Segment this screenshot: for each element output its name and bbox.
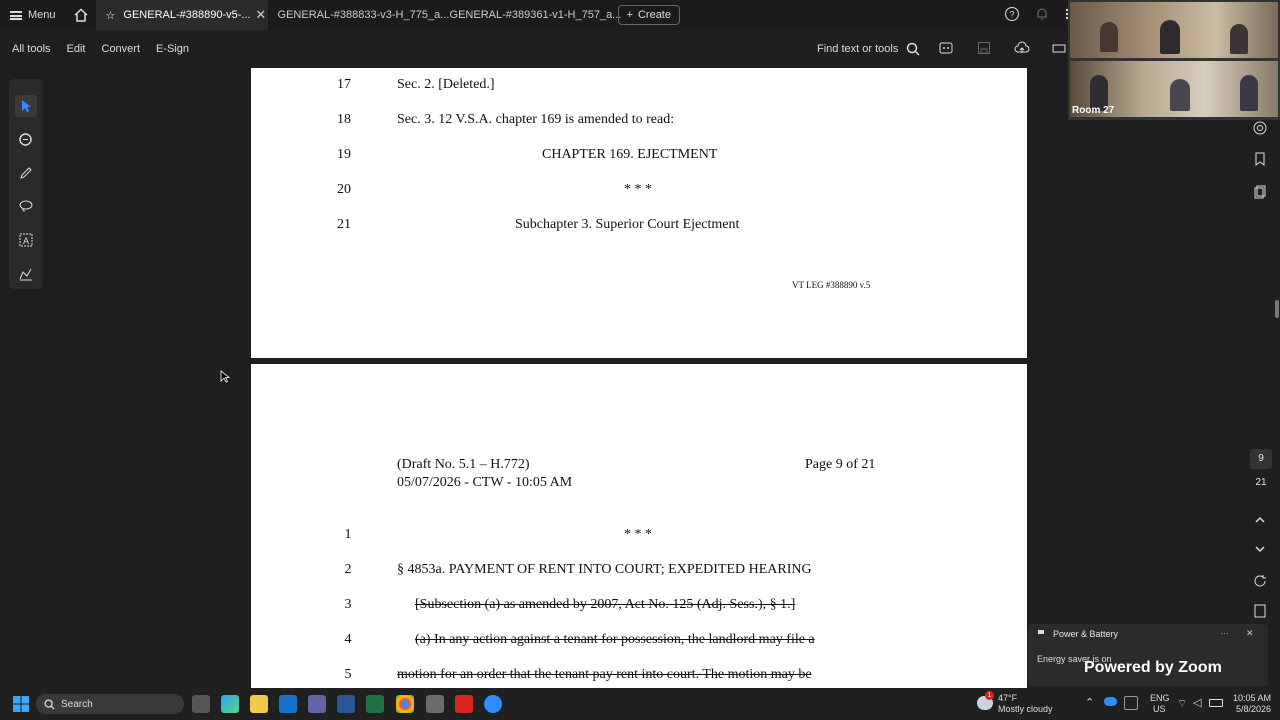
line-number: 21 (337, 217, 351, 232)
mouse-cursor-icon (220, 370, 230, 384)
pen-icon (18, 165, 34, 181)
menu-button[interactable] (0, 0, 66, 30)
toolbar-icons (938, 40, 1066, 56)
convert-button[interactable]: Convert (101, 43, 141, 55)
weather-temp: 47°F (998, 693, 1018, 703)
bell-icon[interactable] (1034, 6, 1050, 22)
notification-title: Power & Battery (1053, 629, 1119, 639)
struck-text: (a) In any action against a tenant for possession, the landlord may file a (415, 632, 815, 647)
svg-text:?: ? (1009, 9, 1015, 20)
lasso-tool-button[interactable] (15, 195, 37, 217)
struck-text: [Subsection (a) as amended by 2007, Act No. 125 (Adj. Sess.), § 1.] (415, 597, 796, 612)
comment-icon (18, 132, 34, 148)
print-icon[interactable] (1052, 40, 1066, 56)
task-view-icon[interactable] (192, 695, 210, 713)
document-page (251, 68, 1027, 358)
sign-tool-button[interactable] (15, 263, 37, 285)
all-tools-button[interactable]: All tools (12, 43, 51, 55)
ai-assistant-icon[interactable] (938, 40, 954, 56)
acrobat-icon[interactable] (455, 695, 473, 713)
find-label: Find text or tools (817, 43, 899, 55)
outlook-icon[interactable] (279, 695, 297, 713)
tab-label: GENERAL-#388890-v5-... (123, 9, 251, 21)
create-label: Create (637, 9, 671, 21)
plus-icon: + (626, 9, 633, 21)
edit-button[interactable]: Edit (66, 43, 86, 55)
line-number: 1 (344, 527, 352, 542)
line-number: 2 (344, 562, 352, 577)
pages-icon[interactable] (1252, 184, 1268, 200)
tray-app-icon[interactable] (1124, 696, 1138, 710)
battery-icon[interactable] (1209, 699, 1223, 707)
onedrive-icon[interactable] (1104, 697, 1117, 706)
document-line: Sec. 3. 12 V.S.A. chapter 169 is amended to read: (397, 112, 675, 127)
tab-document-3[interactable] (440, 0, 622, 30)
right-rail (1240, 68, 1280, 688)
line-number: 3 (344, 597, 352, 612)
find-tools[interactable] (817, 42, 920, 56)
star-icon[interactable]: ☆ (105, 9, 116, 22)
tab-label: GENERAL-#388833-v3-H_775_a... (277, 9, 450, 21)
search-icon[interactable] (906, 42, 920, 56)
line-number: 5 (344, 667, 352, 682)
draft-date: 05/07/2026 - CTW - 10:05 AM (397, 475, 573, 490)
windows-start-icon[interactable] (13, 696, 29, 712)
section-separator: * * * (624, 182, 652, 197)
subchapter-heading: Subchapter 3. Superior Court Ejectment (515, 217, 740, 232)
create-button[interactable] (618, 5, 680, 25)
home-icon[interactable] (66, 0, 96, 30)
search-icon (44, 699, 55, 710)
clock-date: 5/8/2026 (1236, 704, 1272, 714)
chevron-up-icon[interactable] (1252, 512, 1268, 528)
close-icon[interactable]: ✕ (1246, 628, 1254, 638)
line-number: 18 (337, 112, 351, 127)
video-feed[interactable] (1070, 61, 1278, 117)
excel-icon[interactable] (366, 695, 384, 713)
current-page-input[interactable]: 9 (1250, 449, 1272, 469)
tab-document-1[interactable] (96, 0, 268, 30)
more-options-icon[interactable]: ··· (1220, 628, 1229, 638)
tool-rail (9, 79, 43, 289)
video-gallery (1068, 0, 1280, 120)
file-explorer-icon[interactable] (250, 695, 268, 713)
close-tab-icon[interactable]: ✕ (255, 7, 267, 22)
language-code[interactable]: ENG (1150, 693, 1170, 703)
top-right-icons (1004, 6, 1070, 22)
copilot-icon[interactable] (221, 695, 239, 713)
volume-icon[interactable]: ◁ (1193, 697, 1202, 709)
search-label: Search (61, 698, 93, 710)
teams-icon[interactable] (308, 695, 326, 713)
battery-icon (1038, 630, 1044, 634)
zoom-icon[interactable] (484, 695, 502, 713)
line-number: 19 (337, 147, 351, 162)
clock-time[interactable]: 10:05 AM (1233, 693, 1272, 703)
total-pages: 21 (1255, 477, 1267, 488)
taskbar (0, 688, 1280, 720)
tab-label: GENERAL-#389361-v1-H_757_a... (449, 9, 622, 21)
hamburger-icon (10, 11, 22, 20)
menu-label: Menu (28, 9, 56, 21)
comment-tool-button[interactable] (15, 129, 37, 151)
page-indicator: Page 9 of 21 (805, 457, 876, 472)
lasso-icon (18, 198, 34, 214)
section-separator: * * * (624, 527, 652, 542)
line-number: 17 (337, 77, 351, 92)
save-icon[interactable] (976, 40, 992, 56)
main-toolbar (0, 30, 1068, 68)
at-mention-icon[interactable] (1252, 120, 1268, 136)
upload-cloud-icon[interactable] (1014, 40, 1030, 56)
page-fit-icon[interactable] (1252, 603, 1268, 619)
text-tool-button[interactable] (15, 229, 37, 251)
video-feed[interactable] (1070, 2, 1278, 58)
tab-document-2[interactable] (268, 0, 450, 30)
weather-desc: Mostly cloudy (998, 704, 1053, 714)
room-label: Room 27 (1072, 105, 1115, 116)
zoom-watermark: Powered by Zoom (1084, 659, 1222, 676)
esign-button[interactable]: E-Sign (156, 43, 190, 55)
document-page (251, 364, 1027, 688)
chapter-heading: CHAPTER 169. EJECTMENT (542, 147, 718, 162)
scrollbar-thumb[interactable] (1275, 300, 1279, 318)
taskbar-search[interactable] (36, 694, 184, 714)
text-box-icon (18, 232, 34, 248)
notification-body: Energy saver is on (1037, 654, 1112, 664)
draw-tool-button[interactable] (15, 162, 37, 184)
weather-badge: 1 (985, 691, 994, 700)
chrome-icon[interactable] (396, 695, 414, 713)
section-heading: § 4853a. PAYMENT OF RENT INTO COURT; EXPEDITED HEARING (397, 562, 812, 577)
cursor-icon (19, 99, 33, 113)
select-tool-button[interactable] (15, 95, 37, 117)
chevron-up-icon[interactable]: ⌃ (1085, 697, 1095, 709)
line-number: 20 (337, 182, 351, 197)
word-icon[interactable] (337, 695, 355, 713)
signature-icon (18, 266, 34, 282)
chevron-down-icon[interactable] (1252, 541, 1268, 557)
calculator-icon[interactable] (426, 695, 444, 713)
refresh-icon[interactable] (1252, 573, 1268, 589)
svg-text:A: A (22, 236, 30, 246)
document-line: Sec. 2. [Deleted.] (397, 77, 495, 92)
help-icon[interactable] (1004, 6, 1020, 22)
region-code: US (1153, 704, 1166, 714)
line-number: 4 (344, 632, 352, 647)
bookmark-icon[interactable] (1252, 151, 1268, 167)
struck-text: motion for an order that the tenant pay rent into court. The motion may be (397, 667, 812, 682)
wifi-icon[interactable]: ⌔ (1177, 698, 1188, 710)
page-footer: VT LEG #388890 v.5 (792, 280, 871, 290)
draft-number: (Draft No. 5.1 – H.772) (397, 457, 530, 472)
